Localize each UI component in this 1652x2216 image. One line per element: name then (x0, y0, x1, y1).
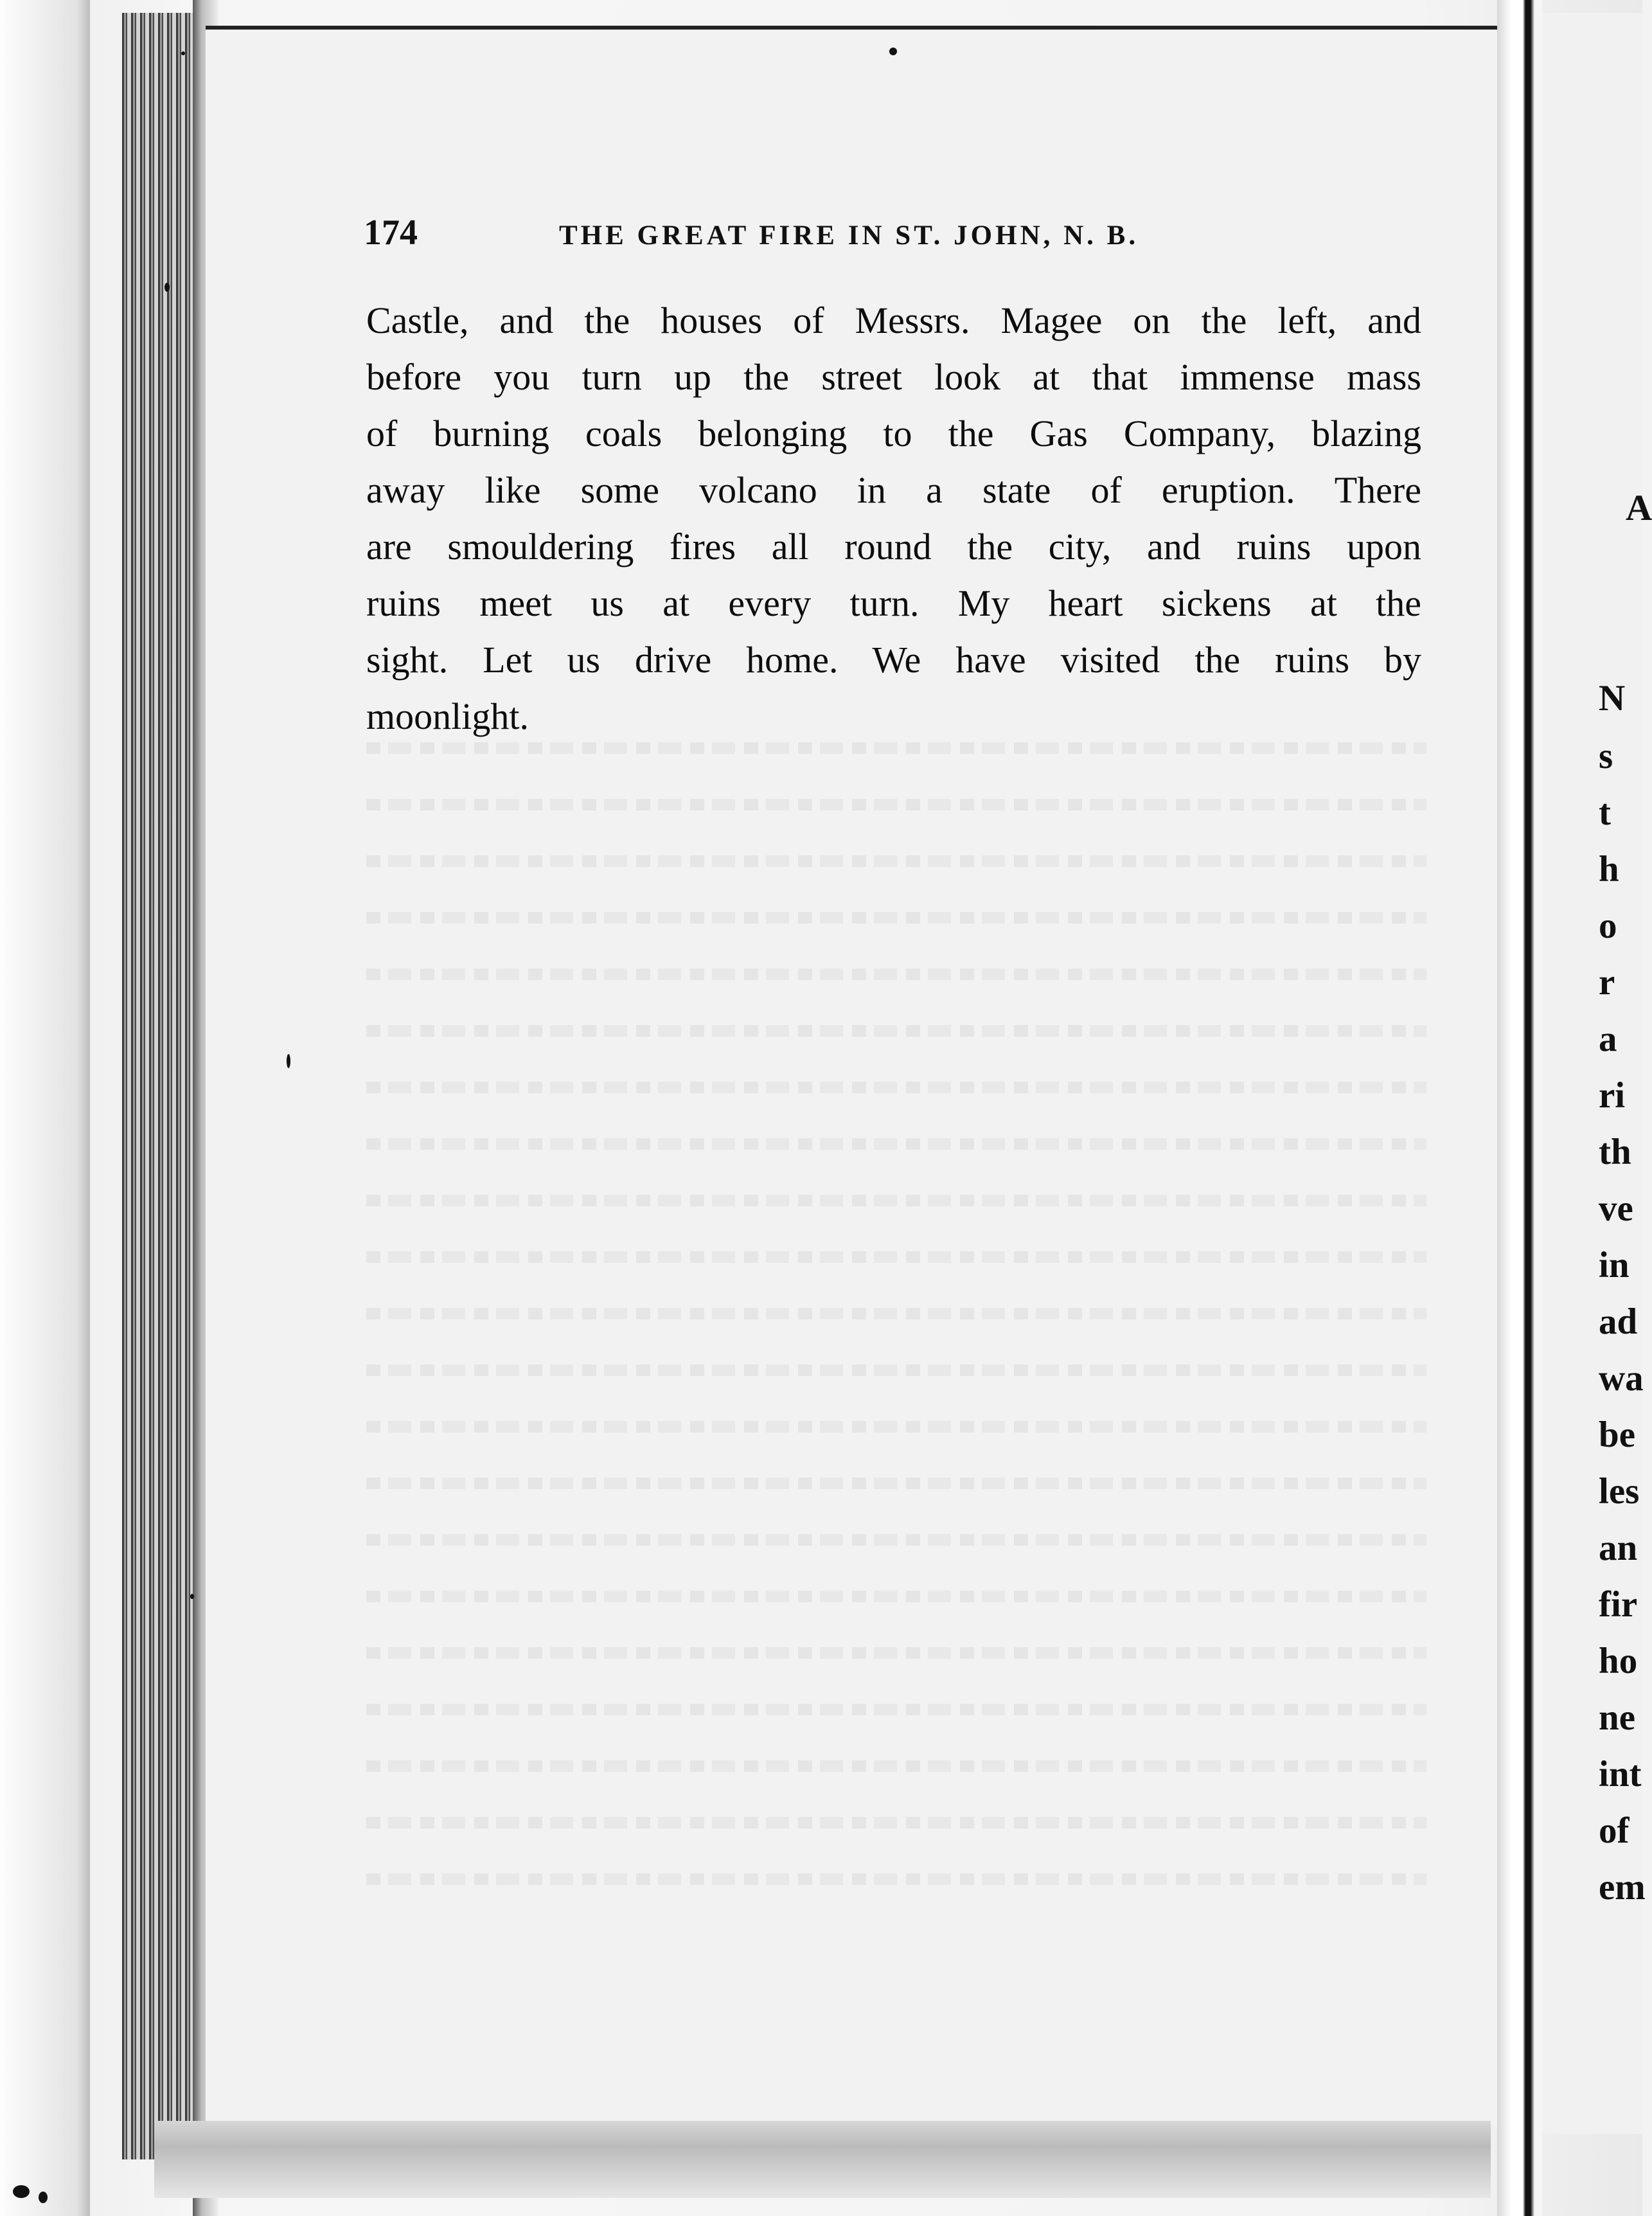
facing-fragment: int (1599, 1754, 1642, 1794)
page-bottom-edge (154, 2121, 1491, 2198)
page-edges (122, 13, 193, 2159)
facing-fragment: of (1599, 1810, 1630, 1851)
facing-fragment: o (1599, 906, 1617, 946)
body-line: are smouldering fires all round the city, and ruins upon (366, 526, 1421, 567)
facing-fragment: r (1599, 962, 1615, 1003)
facing-fragment: ad (1599, 1301, 1638, 1342)
body-line: moonlight. (366, 695, 529, 737)
body-line: away like some volcano in a state of eruption. There (366, 469, 1421, 511)
facing-fragment: an (1599, 1528, 1638, 1568)
binding-edge (0, 0, 90, 2216)
body-line: Castle, and the houses of Messrs. Magee on the left, and (366, 299, 1421, 341)
facing-fragment: th (1599, 1132, 1631, 1172)
page-number: 174 (364, 213, 418, 253)
facing-fragment: h (1599, 849, 1619, 889)
facing-fragment: N (1599, 678, 1626, 719)
facing-fragment: ri (1599, 1075, 1626, 1116)
body-line: ruins meet us at every turn. My heart sickens at the (366, 582, 1421, 624)
body-line: before you turn up the street look at that immense mass (366, 356, 1421, 398)
facing-fragment: a (1599, 1019, 1617, 1059)
facing-fragment: les (1599, 1471, 1640, 1512)
facing-fragment: fir (1599, 1584, 1638, 1625)
running-head: THE GREAT FIRE IN ST. JOHN, N. B. (559, 220, 1139, 251)
facing-fragment: wa (1599, 1358, 1644, 1398)
gutter (1497, 0, 1542, 2216)
facing-fragment: s (1599, 736, 1613, 776)
facing-fragment: be (1599, 1415, 1635, 1455)
facing-fragment: t (1599, 792, 1611, 833)
body-line: sight. Let us drive home. We have visited the ruins by (366, 639, 1421, 681)
facing-fragment: ve (1599, 1188, 1633, 1229)
facing-fragment: A (1626, 488, 1652, 528)
facing-fragment: in (1599, 1245, 1630, 1285)
facing-fragment: ne (1599, 1697, 1635, 1738)
facing-fragment: ho (1599, 1641, 1638, 1681)
facing-fragment: em (1599, 1867, 1646, 1908)
body-line: of burning coals belonging to the Gas Company, blazing (366, 413, 1421, 454)
